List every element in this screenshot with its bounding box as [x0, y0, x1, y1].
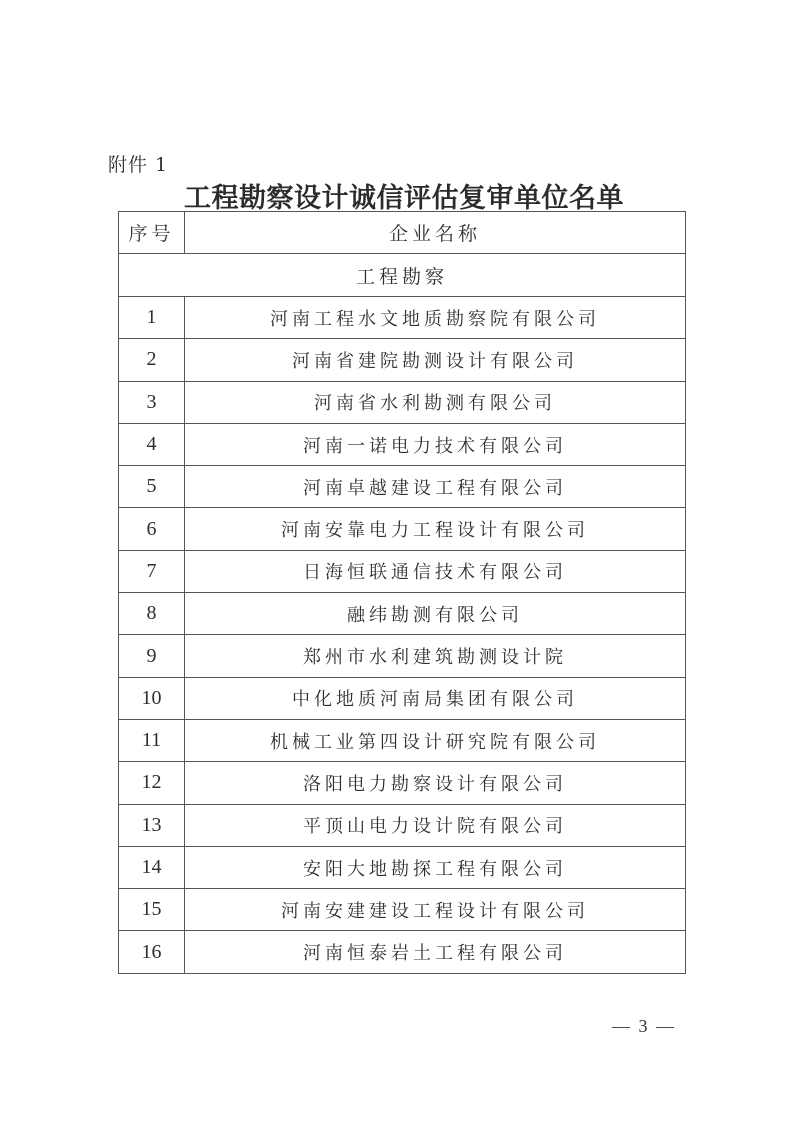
table-header-row [119, 212, 686, 254]
company-name: 安阳大地勘探工程有限公司 [185, 846, 686, 888]
header-number: 序号 [119, 212, 185, 254]
row-number: 13 [119, 804, 185, 846]
table-row [119, 762, 686, 804]
header-company-name: 企业名称 [185, 212, 686, 254]
table-row [119, 677, 686, 719]
row-number: 16 [119, 931, 185, 973]
row-number: 4 [119, 423, 185, 465]
row-number: 9 [119, 635, 185, 677]
company-name: 河南省建院勘测设计有限公司 [185, 339, 686, 381]
company-name: 河南卓越建设工程有限公司 [185, 466, 686, 508]
table-row [119, 550, 686, 592]
company-name: 河南一诺电力技术有限公司 [185, 423, 686, 465]
row-number: 7 [119, 550, 185, 592]
section-row [119, 254, 686, 297]
table-row [119, 297, 686, 339]
company-name: 机械工业第四设计研究院有限公司 [185, 719, 686, 761]
company-name: 郑州市水利建筑勘测设计院 [185, 635, 686, 677]
table-row [119, 804, 686, 846]
row-number: 14 [119, 846, 185, 888]
row-number: 1 [119, 297, 185, 339]
table-row [119, 719, 686, 761]
company-name: 中化地质河南局集团有限公司 [185, 677, 686, 719]
company-list-table [118, 211, 686, 974]
table-row [119, 593, 686, 635]
row-number: 6 [119, 508, 185, 550]
table-row [119, 508, 686, 550]
company-name: 融纬勘测有限公司 [185, 593, 686, 635]
table-row [119, 381, 686, 423]
section-title: 工程勘察 [119, 254, 686, 297]
company-name: 河南省水利勘测有限公司 [185, 381, 686, 423]
company-name: 洛阳电力勘察设计有限公司 [185, 762, 686, 804]
row-number: 15 [119, 889, 185, 931]
company-name: 河南安建建设工程设计有限公司 [185, 889, 686, 931]
row-number: 5 [119, 466, 185, 508]
document-title: 工程勘察设计诚信评估复审单位名单 [184, 183, 624, 214]
attachment-label: 附件 1 [108, 154, 169, 176]
row-number: 2 [119, 339, 185, 381]
table-row [119, 635, 686, 677]
company-name: 平顶山电力设计院有限公司 [185, 804, 686, 846]
row-number: 10 [119, 677, 185, 719]
table-row [119, 931, 686, 973]
company-name: 日海恒联通信技术有限公司 [185, 550, 686, 592]
table-row [119, 339, 686, 381]
row-number: 12 [119, 762, 185, 804]
table-row [119, 423, 686, 465]
table-row [119, 466, 686, 508]
table-row [119, 889, 686, 931]
row-number: 11 [119, 719, 185, 761]
company-name: 河南工程水文地质勘察院有限公司 [185, 297, 686, 339]
table-row [119, 846, 686, 888]
company-name: 河南安靠电力工程设计有限公司 [185, 508, 686, 550]
page-number: — 3 — [612, 1016, 676, 1036]
company-name: 河南恒泰岩土工程有限公司 [185, 931, 686, 973]
row-number: 8 [119, 593, 185, 635]
row-number: 3 [119, 381, 185, 423]
